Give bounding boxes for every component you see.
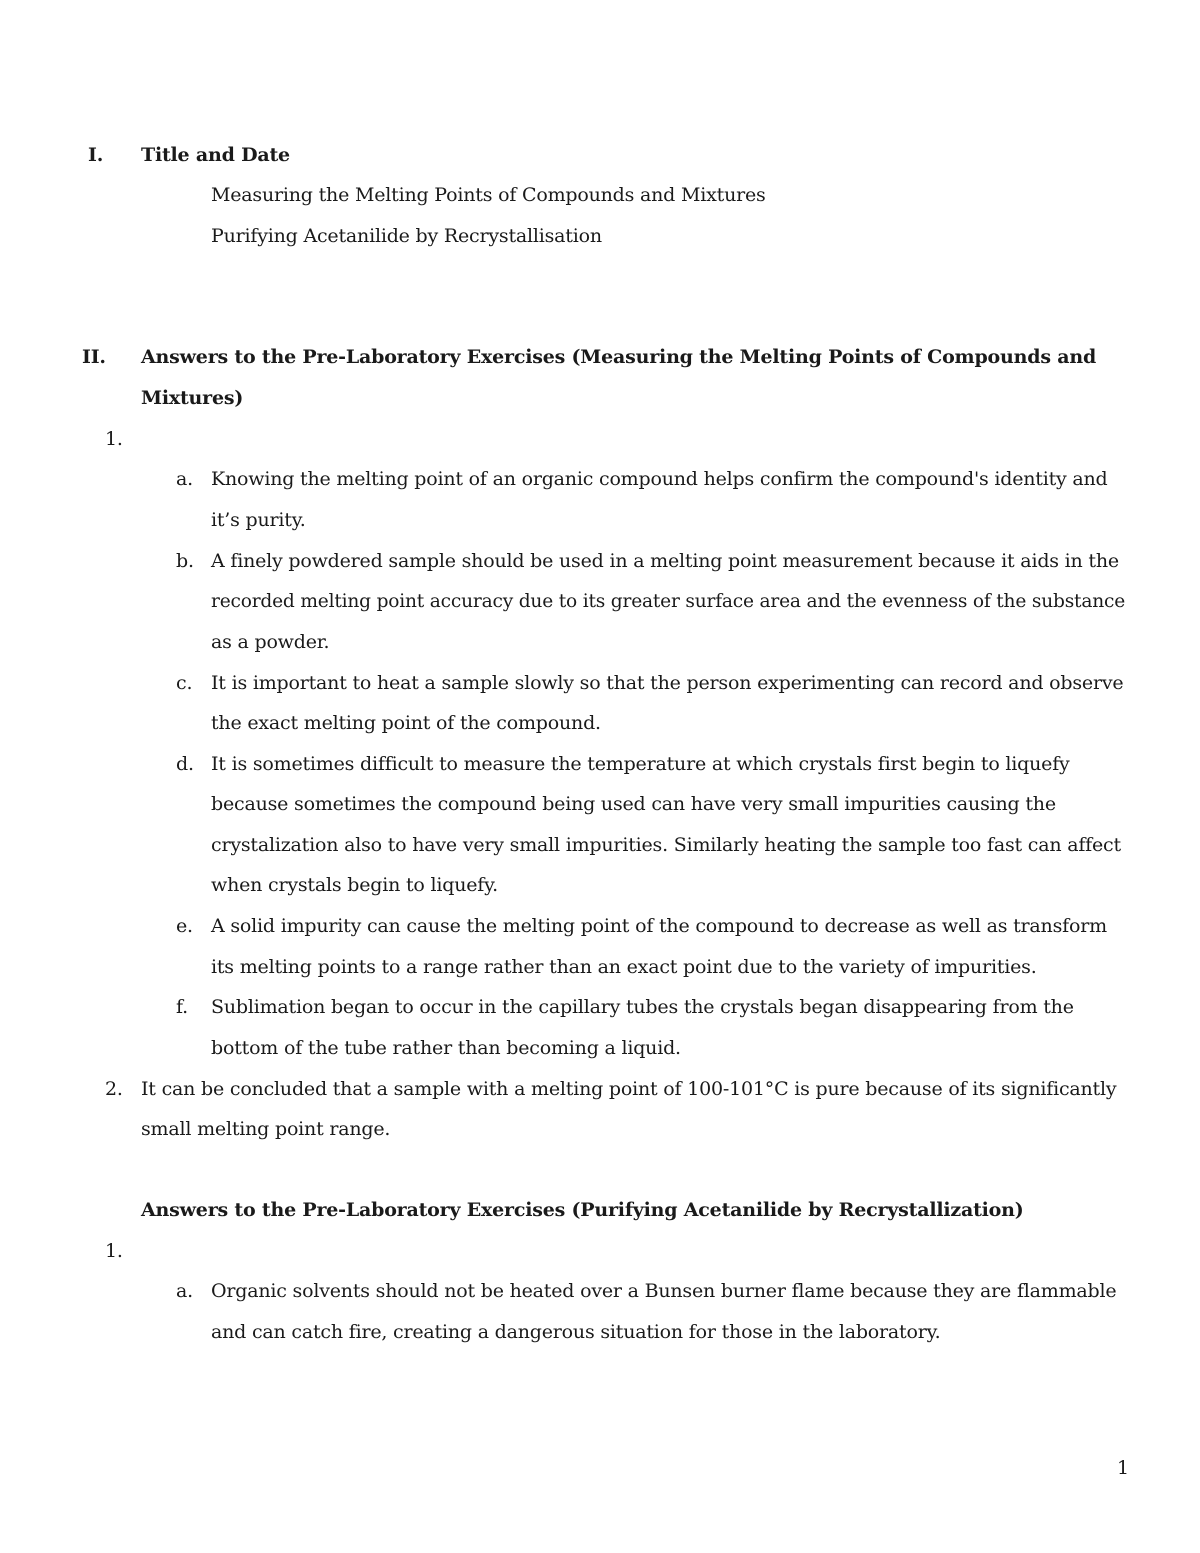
- section-2-heading-line-2: Mixtures): [141, 387, 244, 409]
- item-a-letter: a.: [176, 468, 193, 490]
- section-1-numeral: I.: [88, 144, 104, 166]
- section-3-heading: Answers to the Pre-Laboratory Exercises (Purifying Acetanilide by Recrystallization): [141, 1199, 1024, 1221]
- page-number: 1: [1117, 1457, 1130, 1479]
- item-d-line-4: when crystals begin to liquefy.: [211, 874, 498, 896]
- question-2-line-1: It can be concluded that a sample with a melting point of 100-101°C is pure because of its significantly: [141, 1078, 1117, 1100]
- section-3-item-a-line-2: and can catch fire, creating a dangerous situation for those in the laboratory.: [211, 1321, 941, 1343]
- item-f-line-1: Sublimation began to occur in the capillary tubes the crystals began disappearing from the: [211, 996, 1074, 1018]
- item-f-line-2: bottom of the tube rather than becoming a liquid.: [211, 1037, 681, 1059]
- item-d-line-1: It is sometimes difficult to measure the temperature at which crystals first begin to liquefy: [211, 753, 1070, 775]
- question-2-number: 2.: [105, 1078, 123, 1100]
- item-c-line-2: the exact melting point of the compound.: [211, 712, 601, 734]
- item-a-line-2: it’s purity.: [211, 509, 306, 531]
- item-b-line-3: as a powder.: [211, 631, 330, 653]
- item-d-letter: d.: [176, 753, 194, 775]
- lab-title-2: Purifying Acetanilide by Recrystallisation: [211, 225, 602, 247]
- section-3-question-1-number: 1.: [105, 1240, 123, 1262]
- question-2-line-2: small melting point range.: [141, 1118, 391, 1140]
- item-c-letter: c.: [176, 672, 193, 694]
- item-b-letter: b.: [176, 550, 194, 572]
- item-e-line-2: its melting points to a range rather than an exact point due to the variety of impurities.: [211, 956, 1037, 978]
- section-2-numeral: II.: [82, 346, 106, 368]
- item-d-line-2: because sometimes the compound being used can have very small impurities causing the: [211, 793, 1056, 815]
- item-e-line-1: A solid impurity can cause the melting point of the compound to decrease as well as transform: [211, 915, 1107, 937]
- section-3-item-a-line-1: Organic solvents should not be heated over a Bunsen burner flame because they are flammable: [211, 1280, 1117, 1302]
- section-1-heading: Title and Date: [141, 144, 290, 166]
- lab-title-1: Measuring the Melting Points of Compounds and Mixtures: [211, 184, 766, 206]
- item-c-line-1: It is important to heat a sample slowly so that the person experimenting can record and observe: [211, 672, 1124, 694]
- item-e-letter: e.: [176, 915, 193, 937]
- item-f-letter: f.: [176, 996, 188, 1018]
- item-b-line-2: recorded melting point accuracy due to its greater surface area and the evenness of the substance: [211, 590, 1126, 612]
- item-d-line-3: crystalization also to have very small impurities. Similarly heating the sample too fast can affect: [211, 834, 1121, 856]
- item-a-line-1: Knowing the melting point of an organic compound helps confirm the compound's identity and: [211, 468, 1108, 490]
- section-3-item-a-letter: a.: [176, 1280, 193, 1302]
- question-1-number: 1.: [105, 428, 123, 450]
- item-b-line-1: A finely powdered sample should be used in a melting point measurement because it aids in the: [211, 550, 1119, 572]
- section-2-heading-line-1: Answers to the Pre-Laboratory Exercises (Measuring the Melting Points of Compounds and: [141, 346, 1097, 368]
